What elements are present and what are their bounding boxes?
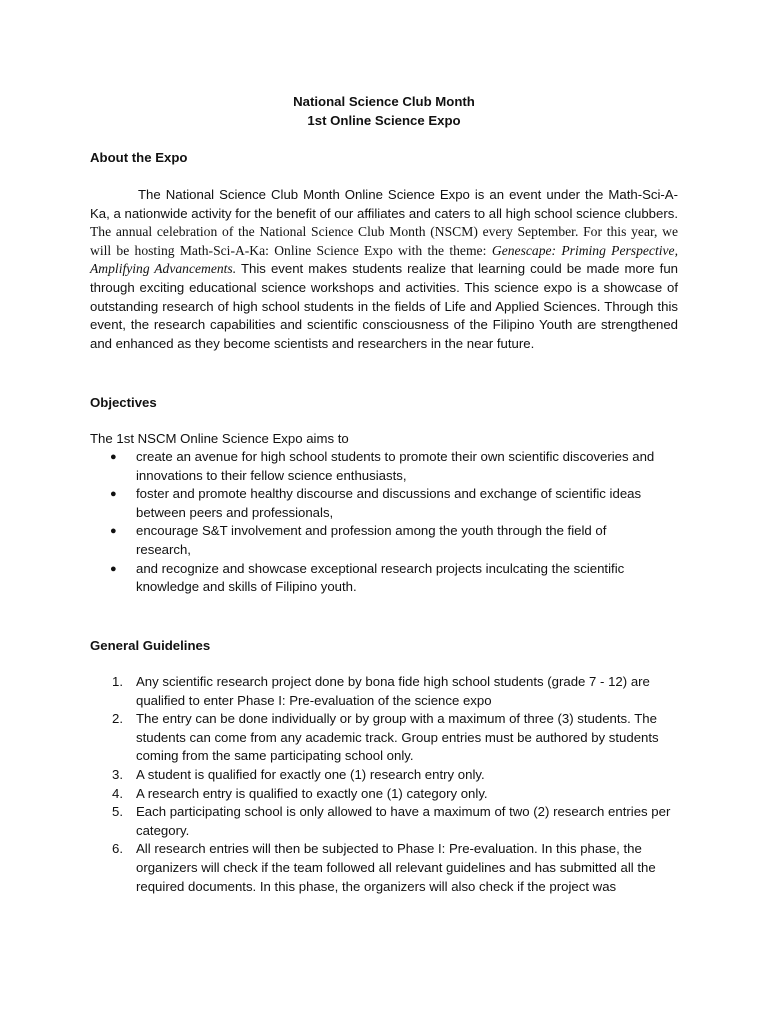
- item-number: 2.: [112, 711, 123, 727]
- about-text-4: This event makes students realize that learning could be made more fun through exciting educational science workshops and activities. This science expo is a showcase of outstanding research of high school students in the fields of Life and Applied Sciences. Through this event, the research capabilities and scientific consciousness of the Filipino Youth are strengthened and enhanced as they become scientists and researchers in the near future.: [90, 261, 678, 351]
- about-text-1: The National Science Club Month Online Science Expo is an event under the Math-Sci-A-Ka, a nationwide activity for the benefit of our affiliates and caters to all high school science clubbers.: [90, 187, 678, 221]
- list-item: ● encourage S&T involvement and profession among the youth through the field of research,: [110, 523, 607, 557]
- list-item: 1. Any scientific research project done by bona fide high school students (grade 7 - 12) are qualified to enter Phase I: Pre-evaluation of the science expo: [112, 674, 650, 708]
- about-theme: Genescape: Priming Perspective, Amplifying Advancements.: [90, 242, 678, 277]
- item-number: 6.: [112, 841, 123, 857]
- list-item: 4. A research entry is qualified to exactly one (1) category only.: [90, 785, 680, 804]
- bullet-icon: ●: [110, 562, 117, 575]
- bullet-icon: ●: [110, 525, 117, 538]
- list-item: ● create an avenue for high school students to promote their own scientific discoveries and innovations to their fellow science enthusiasts,: [110, 449, 655, 483]
- item-number: 3.: [112, 766, 123, 782]
- list-item: 5. Each participating school is only allowed to have a maximum of two (2) research entries per category.: [112, 804, 671, 838]
- guidelines-list: [90, 673, 680, 896]
- bullet-icon: ●: [110, 451, 117, 463]
- list-item: 6. All research entries will then be subjected to Phase I: Pre-evaluation. In this phase, the organizers will check if the team followed all relevant guidelines and has submitted all the required documents. In this phase, the organizers will also check if the project was: [112, 841, 656, 894]
- objectives-intro: The 1st NSCM Online Science Expo aims to: [90, 431, 349, 446]
- item-number: 5.: [112, 804, 123, 820]
- list-item: ● foster and promote healthy discourse and discussions and exchange of scientific ideas between peers and professionals,: [110, 486, 642, 520]
- list-item: 3. A student is qualified for exactly one (1) research entry only.: [90, 766, 680, 785]
- document-title: [0, 92, 768, 130]
- item-number: 1.: [112, 674, 123, 689]
- guidelines-heading: General Guidelines: [90, 638, 211, 653]
- title-line-1: National Science Club Month: [293, 94, 475, 109]
- list-item: 2. The entry can be done individually or by group with a maximum of three (3) students. The students can come from any academic track. Group entries must be authored by students coming from the same participating school only.: [112, 711, 659, 764]
- title-line-2: 1st Online Science Expo: [307, 113, 461, 128]
- about-heading: About the Expo: [90, 150, 188, 165]
- item-number: 4.: [112, 785, 123, 801]
- bullet-icon: ●: [110, 488, 117, 501]
- about-text-2: The annual celebration of the National Science Club Month (NSCM) every September. For this year, we will be hosting Math-Sci-A-Ka: Online Science Expo with the theme:: [90, 224, 678, 258]
- list-item: ● and recognize and showcase exceptional research projects inculcating the scientific knowledge and skills of Filipino youth.: [110, 560, 625, 595]
- objectives-heading: Objectives: [90, 395, 157, 410]
- about-paragraph: [90, 186, 678, 353]
- objectives-list: [90, 448, 660, 597]
